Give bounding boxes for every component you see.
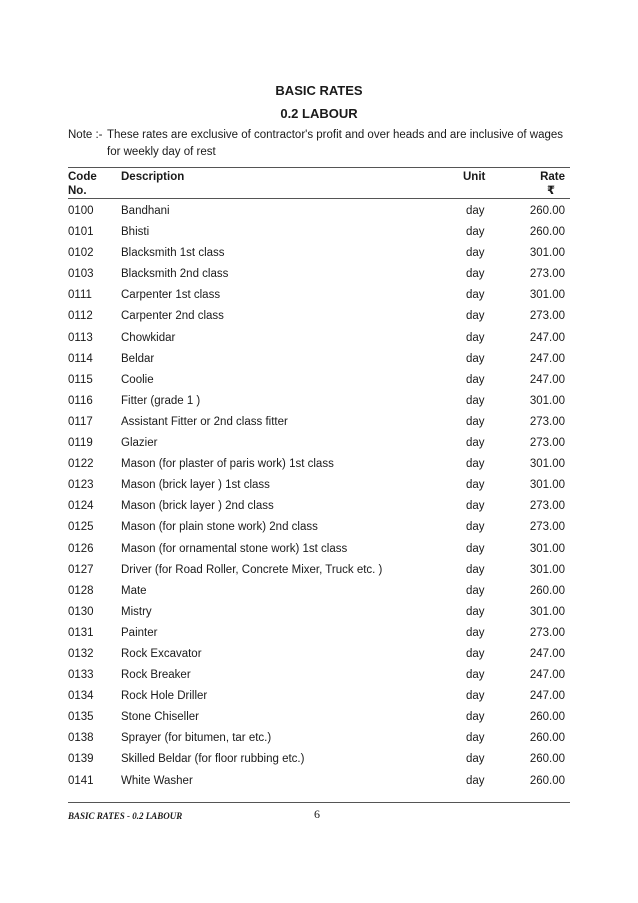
row-code: 0127 [68,563,94,576]
row-code: 0126 [68,542,94,555]
row-description: Chowkidar [121,331,176,344]
row-rate: 247.00 [529,352,565,365]
row-unit: day [466,690,485,703]
table-row [68,750,570,771]
row-description: Mason (brick layer ) 2nd class [121,500,274,513]
table-row [68,350,570,371]
header-code-line1: Code [68,171,97,183]
header-description: Description [121,171,185,183]
row-description: Carpenter 1st class [121,289,221,302]
row-rate: 301.00 [529,479,565,492]
row-unit: day [466,669,485,682]
row-code: 0113 [68,331,93,344]
row-unit: day [466,352,485,365]
header-code [68,170,97,198]
row-rate: 301.00 [529,394,565,407]
table-row [68,413,570,434]
row-code: 0101 [68,226,94,239]
header-rate [540,170,565,198]
row-rate: 260.00 [529,205,565,217]
row-rate: 273.00 [529,415,565,428]
row-unit: day [466,753,485,766]
row-description: Glazier [121,437,158,450]
row-unit: day [466,500,485,513]
row-code: 0117 [68,415,93,428]
row-code: 0100 [68,205,94,217]
row-description: Mate [121,584,147,597]
row-description: Driver (for Road Roller, Concrete Mixer, Truck etc. ) [121,563,383,576]
header-code-line2: No. [68,185,87,197]
row-code: 0119 [68,437,93,450]
row-unit: day [466,605,485,618]
row-description: Fitter (grade 1 ) [121,394,201,407]
table-row [68,687,570,708]
table-row [68,286,570,307]
row-unit: day [466,289,485,302]
row-code: 0114 [68,352,93,365]
row-unit: day [466,268,485,281]
row-unit: day [466,394,485,407]
table-row [68,497,570,518]
row-rate: 247.00 [529,373,565,386]
table-row [68,561,570,582]
row-description: Beldar [121,352,155,365]
header-unit: Unit [463,171,486,183]
table-row [68,223,570,244]
row-unit: day [466,647,485,660]
row-code: 0123 [68,479,94,492]
row-code: 0132 [68,647,94,660]
header-rate-label: Rate [540,171,565,183]
row-unit: day [466,542,485,555]
row-unit: day [466,521,485,534]
table-row [68,708,570,729]
row-unit: day [466,479,485,492]
row-unit: day [466,226,485,239]
row-code: 0102 [68,247,94,260]
row-unit: day [466,563,485,576]
row-description: White Washer [121,774,193,787]
row-rate: 301.00 [529,563,565,576]
row-rate: 273.00 [529,268,565,281]
table-row [68,540,570,561]
row-code: 0103 [68,268,94,281]
row-unit: day [466,247,485,260]
row-description: Mistry [121,605,152,618]
table-top-rule [68,167,570,168]
table-row [68,307,570,328]
row-code: 0134 [68,690,94,703]
row-rate: 260.00 [529,584,565,597]
note-label: Note :- [68,129,103,141]
row-code: 0124 [68,500,94,513]
row-description: Assistant Fitter or 2nd class fitter [121,415,288,428]
table-row [68,624,570,645]
row-unit: day [466,310,485,323]
row-description: Carpenter 2nd class [121,310,224,323]
table-row [68,371,570,392]
table-row [68,518,570,539]
table-body [68,202,570,793]
row-rate: 260.00 [529,774,565,787]
row-description: Mason (for ornamental stone work) 1st class [121,542,348,555]
section-title: 0.2 LABOUR [280,106,358,121]
row-unit: day [466,373,485,386]
row-code: 0115 [68,373,93,386]
row-description: Coolie [121,373,154,386]
footer-section-label: BASIC RATES - 0.2 LABOUR [68,811,183,821]
row-unit: day [466,584,485,597]
row-rate: 260.00 [529,753,565,766]
row-unit: day [466,205,485,217]
row-code: 0111 [68,289,92,302]
row-description: Rock Excavator [121,647,202,660]
footer-rule [68,802,570,803]
row-code: 0125 [68,521,94,534]
row-rate: 247.00 [529,647,565,660]
row-unit: day [466,732,485,745]
row-unit: day [466,774,485,787]
row-code: 0133 [68,669,94,682]
row-unit: day [466,331,485,344]
table-row [68,434,570,455]
row-description: Bhisti [121,226,150,239]
row-rate: 301.00 [529,289,565,302]
row-rate: 301.00 [529,542,565,555]
row-rate: 301.00 [529,605,565,618]
row-rate: 260.00 [529,711,565,724]
row-code: 0135 [68,711,94,724]
row-rate: 273.00 [529,310,565,323]
row-code: 0131 [68,626,94,639]
row-description: Sprayer (for bitumen, tar etc.) [121,732,272,745]
table-row [68,455,570,476]
row-description: Rock Breaker [121,669,191,682]
row-rate: 247.00 [529,331,565,344]
table-row [68,476,570,497]
row-description: Mason (for plain stone work) 2nd class [121,521,318,534]
table-row [68,392,570,413]
row-rate: 260.00 [529,732,565,745]
row-unit: day [466,711,485,724]
rupee-symbol: ₹ [546,185,555,197]
row-rate: 273.00 [529,500,565,513]
row-code: 0141 [68,774,94,787]
table-row [68,582,570,603]
row-unit: day [466,415,485,428]
row-rate: 301.00 [529,247,565,260]
row-unit: day [466,437,485,450]
page-title: BASIC RATES [275,83,363,98]
row-description: Mason (for plaster of paris work) 1st class [121,458,334,471]
row-description: Blacksmith 2nd class [121,268,229,281]
row-code: 0112 [68,310,93,323]
row-description: Blacksmith 1st class [121,247,225,260]
row-description: Rock Hole Driller [121,690,208,703]
row-description: Mason (brick layer ) 1st class [121,479,270,492]
row-unit: day [466,458,485,471]
row-rate: 247.00 [529,669,565,682]
row-rate: 247.00 [529,690,565,703]
row-description: Stone Chiseller [121,711,199,724]
table-row [68,666,570,687]
row-code: 0138 [68,732,94,745]
table-row [68,645,570,666]
table-row [68,244,570,265]
row-rate: 260.00 [529,226,565,239]
table-row [68,202,570,223]
row-rate: 273.00 [529,437,565,450]
row-rate: 273.00 [529,626,565,639]
row-rate: 273.00 [529,521,565,534]
row-description: Painter [121,626,158,639]
row-code: 0130 [68,605,94,618]
row-rate: 301.00 [529,458,565,471]
row-description: Bandhani [121,205,170,217]
row-description: Skilled Beldar (for floor rubbing etc.) [121,753,305,766]
row-code: 0139 [68,753,94,766]
note-text: These rates are exclusive of contractor's profit and over heads and are inclusive of wages for weekly day of rest [107,129,564,158]
row-code: 0122 [68,458,94,471]
table-row [68,729,570,750]
table-row [68,603,570,624]
table-header-rule [68,198,570,199]
table-row [68,265,570,286]
row-unit: day [466,626,485,639]
row-code: 0116 [68,394,93,407]
row-code: 0128 [68,584,94,597]
page-number: 6 [314,807,320,821]
table-row [68,772,570,793]
table-row [68,329,570,350]
